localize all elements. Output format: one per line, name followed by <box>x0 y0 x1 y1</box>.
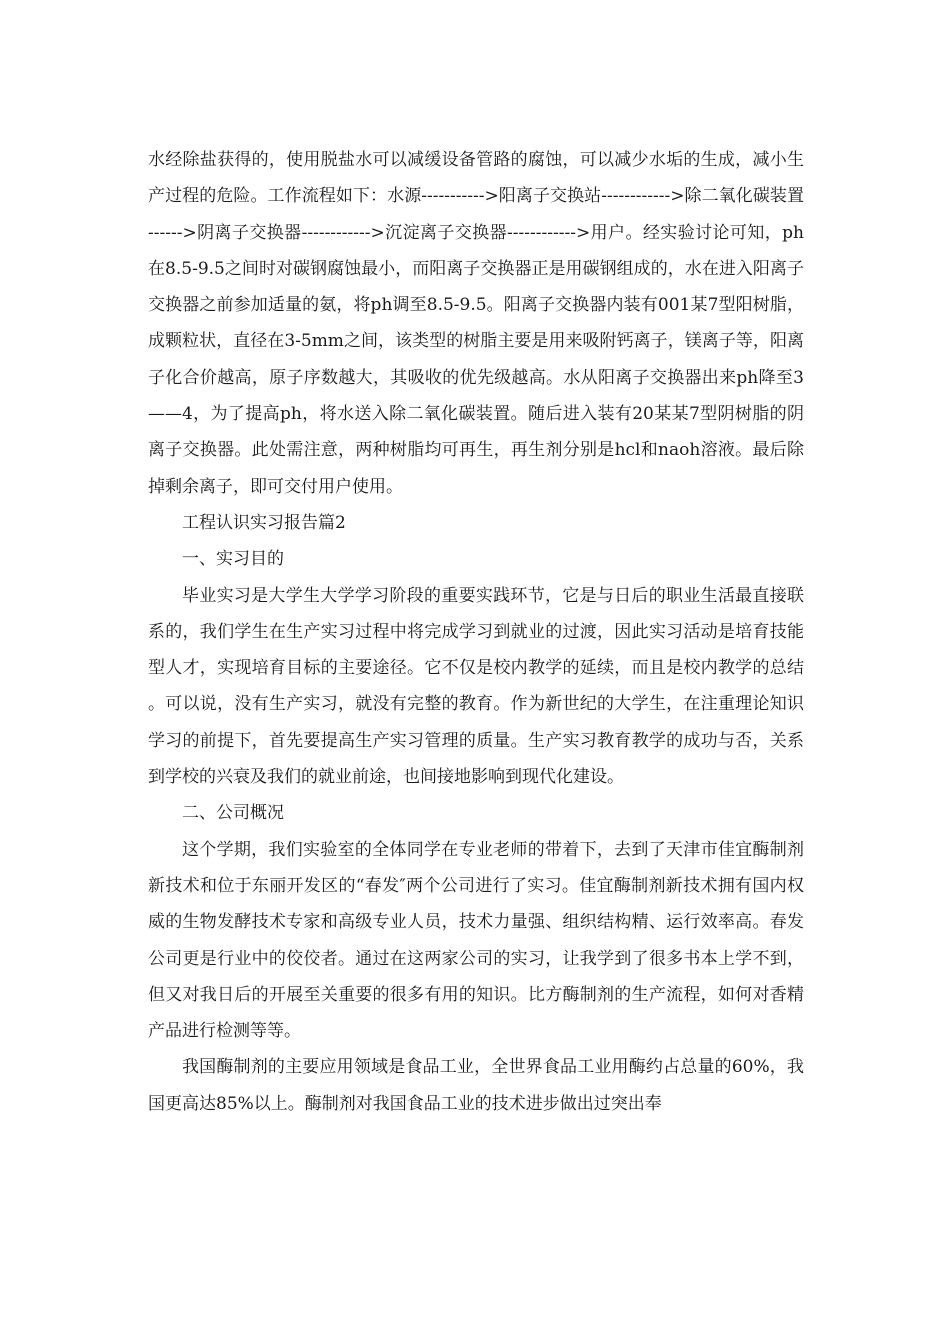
heading-internship-purpose: 一、实习目的 <box>182 549 284 570</box>
body-paragraph-continued: 水经除盐获得的，使用脱盐水可以减缓设备管路的腐蚀，可以减少水垢的生成，减小生产过程的危险。工作流程如下：水源----------->阳离子交换站------------>除二氧化碳装置------>阴离子交换器------------>沉淀离子交换器------------>用户。经实验讨论可知，ph在8.5-9.5之间时对碳钢腐蚀最小，而阳离子交换器正是用碳钢组成的，水在进入阳离子交换器之前参加适量的氨，将ph调至8.5-9.5。阳离子交换器内装有001某7型阳树脂，成颗粒状，直径在3-5mm之间，该类型的树脂主要是用来吸附钙离子，镁离子等，阳离子化合价越高，原子序数越大，其吸收的优先级越高。水从阳离子交换器出来ph降至3——4，为了提高ph，将水送入除二氧化碳装置。随后进入装有20某某7型阴树脂的阴离子交换器。此处需注意，两种树脂均可再生，再生剂分别是hcl和naoh溶液。最后除掉剩余离子，即可交付用户使用。 <box>148 150 804 497</box>
body-paragraph-enzyme: 我国酶制剂的主要应用领域是食品工业，全世界食品工业用酶约占总量的60%，我国更高达85%以上。酶制剂对我国食品工业的技术进步做出过突出奉 <box>148 1057 804 1114</box>
section-title: 工程认识实习报告篇2 <box>182 512 346 533</box>
document-page <box>148 142 804 1122</box>
body-paragraph-company: 这个学期，我们实验室的全体同学在专业老师的带着下，去到了天津市佳宜酶制剂新技术和位于东丽开发区的“春发″两个公司进行了实习。佳宜酶制剂新技术拥有国内权威的生物发酵技术专家和高级专业人员，技术力量强、组织结构精、运行效率高。春发公司更是行业中的佼佼者。通过在这两家公司的实习，让我学到了很多书本上学不到，但又对我日后的开展至关重要的很多有用的知识。比方酶制剂的生产流程，如何对香精产品进行检测等等。 <box>148 839 804 1042</box>
body-paragraph-purpose: 毕业实习是大学生大学学习阶段的重要实践环节，它是与日后的职业生活最直接联系的，我们学生在生产实习过程中将完成学习到就业的过渡，因此实习活动是培育技能型人才，实现培育目标的主要途径。它不仅是校内教学的延续，而且是校内教学的总结。可以说，没有生产实习，就没有完整的教育。作为新世纪的大学生，在注重理论知识学习的前提下，首先要提高生产实习管理的质量。生产实习教育教学的成功与否，关系到学校的兴衰及我们的就业前途，也间接地影响到现代化建设。 <box>148 585 804 788</box>
heading-company-overview: 二、公司概况 <box>182 803 284 824</box>
